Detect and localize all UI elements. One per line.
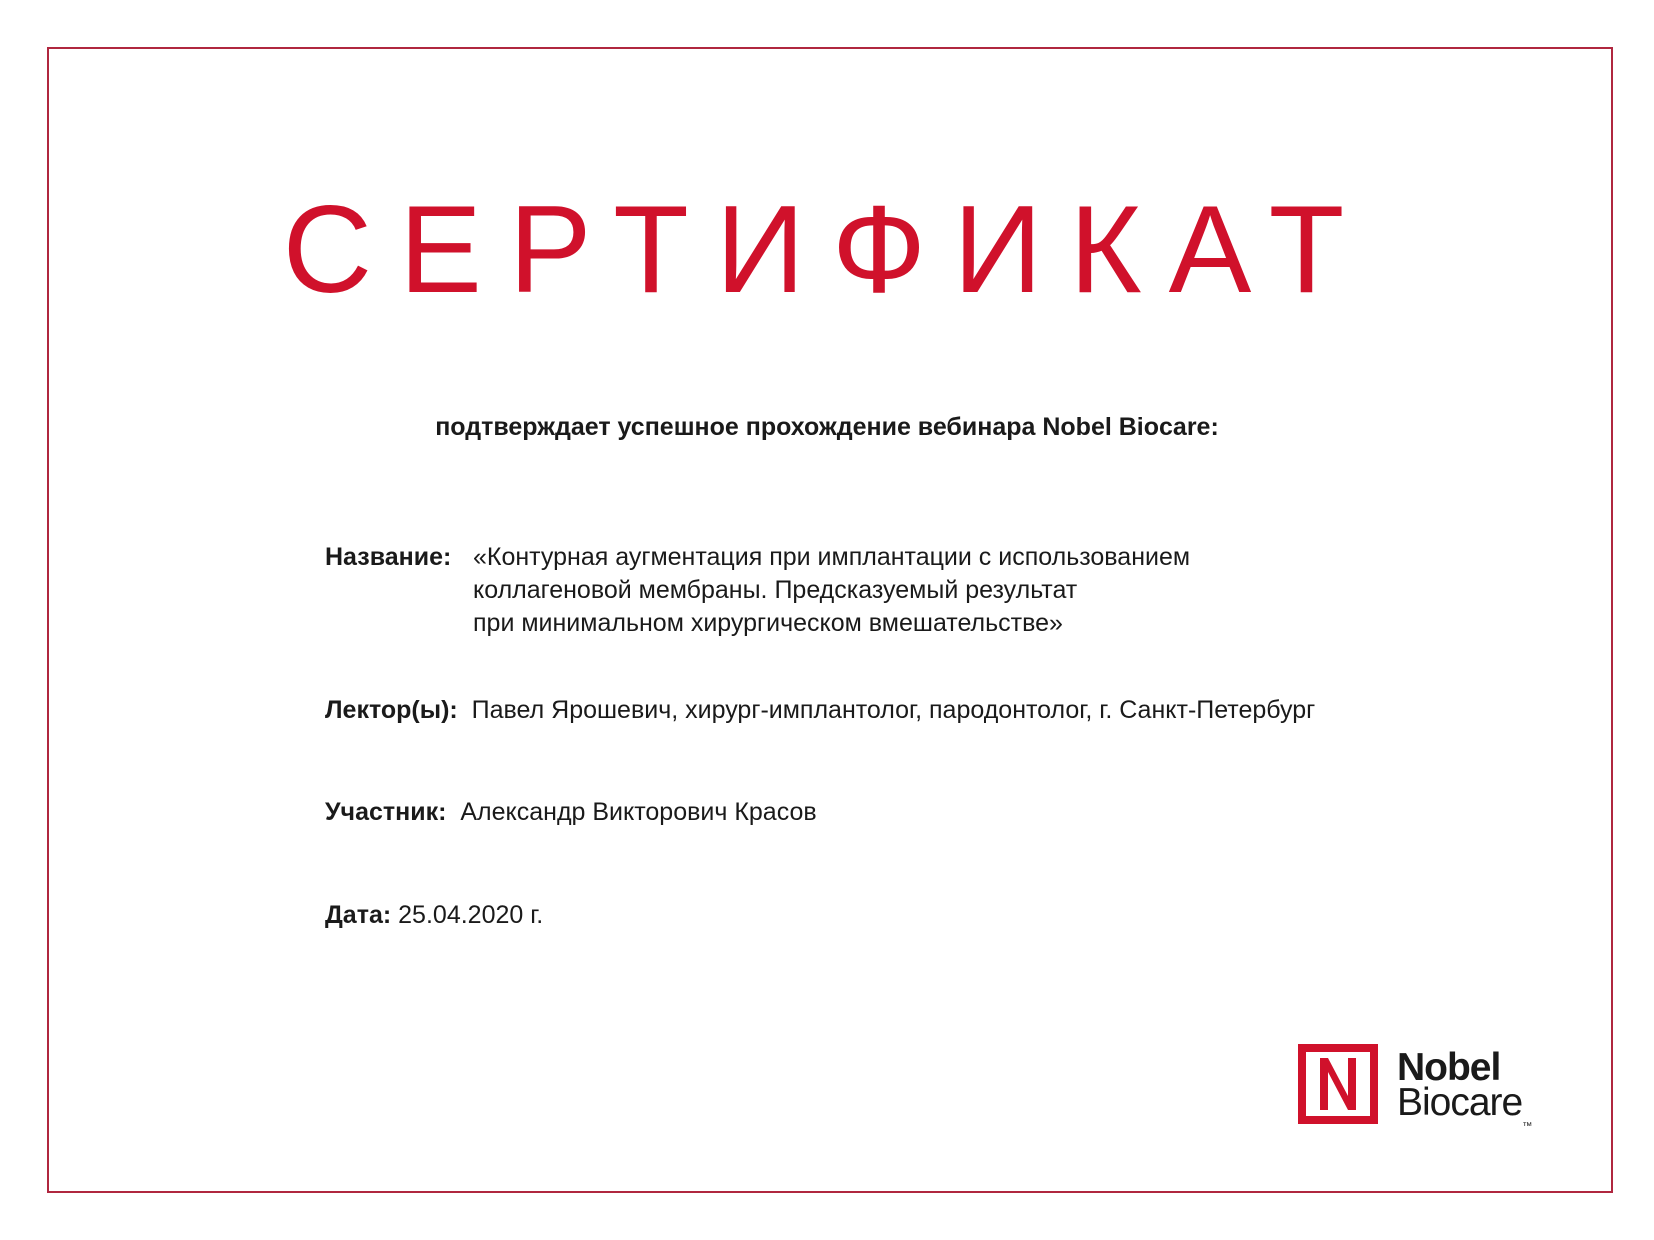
- webinar-name-line: при минимальном хирургическом вмешательстве»: [473, 609, 1063, 637]
- nobel-biocare-n-mark-icon: [1298, 1044, 1378, 1124]
- trademark-symbol: ™: [1522, 1121, 1533, 1132]
- logo-word-biocare: Biocare: [1397, 1081, 1523, 1124]
- certificate-subtitle: подтверждает успешное прохождение вебинара Nobel Biocare:: [435, 413, 1219, 441]
- webinar-name-line: «Контурная аугментация при имплантации с использованием: [473, 543, 1191, 571]
- nobel-biocare-logo: [1298, 1044, 1548, 1132]
- participant-field: [325, 796, 817, 829]
- logo-word-nobel: Nobel: [1397, 1046, 1501, 1089]
- lecturer-field: [325, 694, 1315, 727]
- webinar-name-label: Название:: [325, 543, 452, 571]
- webinar-name-line: коллагеновой мембраны. Предсказуемый результат: [473, 576, 1078, 604]
- webinar-name-value: [473, 541, 1190, 640]
- date-label: Дата:: [325, 901, 392, 929]
- lecturer-label: Лектор(ы):: [325, 696, 458, 724]
- participant-value: Александр Викторович Красов: [460, 798, 817, 826]
- logo-wordmark: [1397, 1046, 1533, 1132]
- logo-word-biocare-line: [1397, 1081, 1533, 1132]
- lecturer-value: Павел Ярошевич, хирург-имплантолог, пародонтолог, г. Санкт-Петербург: [471, 696, 1316, 724]
- certificate-title: СЕРТИФИКАТ: [282, 181, 1372, 319]
- date-field: [325, 899, 543, 932]
- date-value: 25.04.2020 г.: [398, 901, 544, 929]
- participant-label: Участник:: [325, 798, 447, 826]
